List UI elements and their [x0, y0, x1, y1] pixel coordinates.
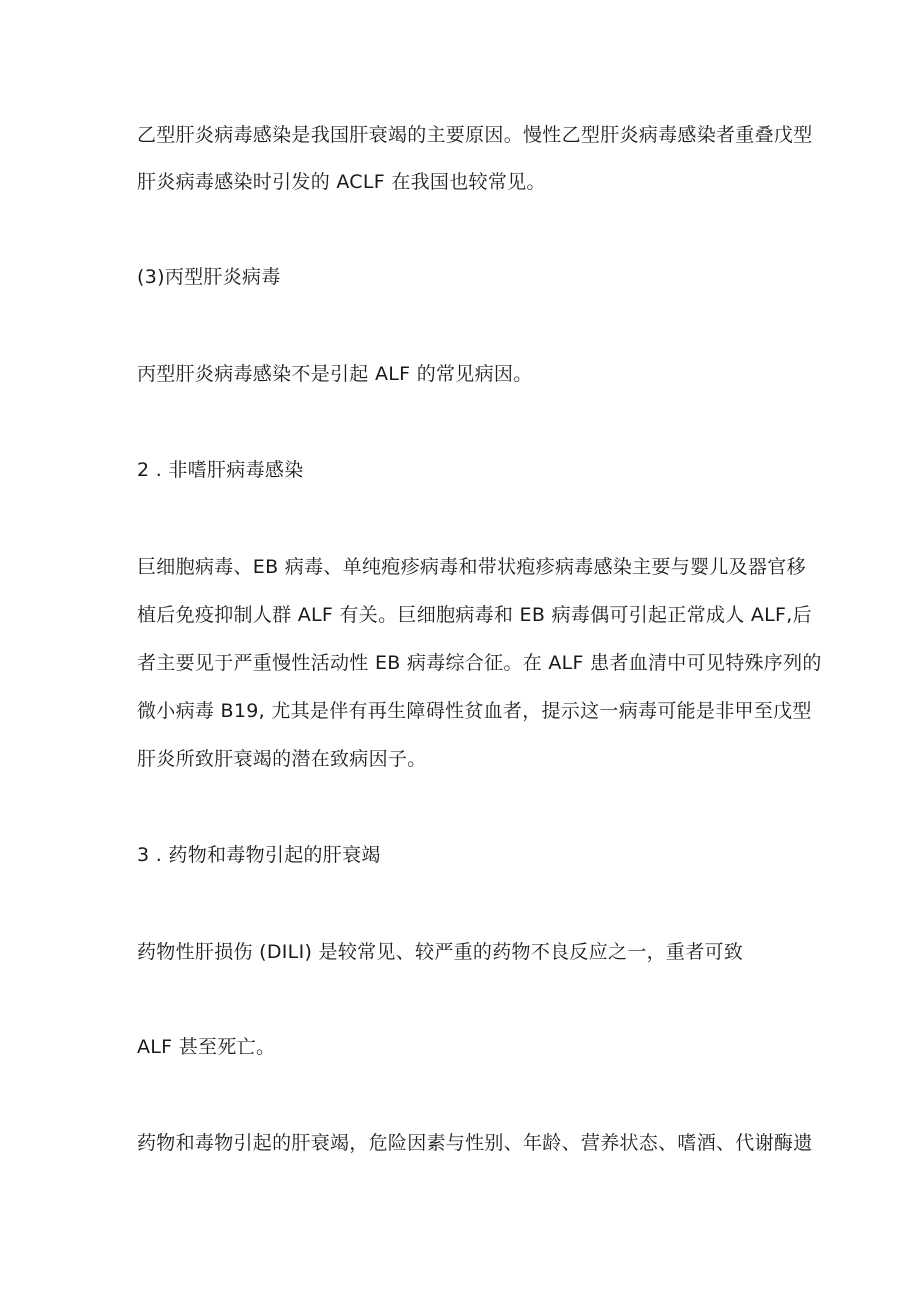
paragraph-line: 微小病毒 B19, 尤其是伴有再生障碍性贫血者，提示这一病毒可能是非甲至戊型 [137, 700, 812, 722]
section-heading: 3 . 药物和毒物引起的肝衰竭 [137, 844, 381, 866]
paragraph-line: 植后免疫抑制人群 ALF 有关。巨细胞病毒和 EB 病毒偶可引起正常成人 ALF,后 [137, 604, 812, 626]
paragraph-line: 丙型肝炎病毒感染不是引起 ALF 的常见病因。 [137, 363, 533, 385]
paragraph-line: 肝炎所致肝衰竭的潜在致病因子。 [137, 748, 427, 770]
paragraph-line: 者主要见于严重慢性活动性 EB 病毒综合征。在 ALF 患者血清中可见特殊序列的 [137, 652, 822, 674]
paragraph-line: 乙型肝炎病毒感染是我国肝衰竭的主要原因。慢性乙型肝炎病毒感染者重叠戊型 [137, 124, 813, 146]
section-heading: 2 . 非嗜肝病毒感染 [137, 459, 304, 481]
paragraph-line: 药物和毒物引起的肝衰竭，危险因素与性别、年龄、营养状态、嗜酒、代谢酶遗 [137, 1132, 813, 1154]
paragraph-line: 肝炎病毒感染时引发的 ACLF 在我国也较常见。 [137, 171, 546, 193]
paragraph-line: 巨细胞病毒、EB 病毒、单纯疱疹病毒和带状疱疹病毒感染主要与婴儿及器官移 [137, 556, 806, 578]
paragraph-line: ALF 甚至死亡。 [137, 1036, 276, 1058]
paragraph-line: 药物性肝损伤 (DILI) 是较常见、较严重的药物不良反应之一，重者可致 [137, 941, 744, 963]
section-heading: (3)丙型肝炎病毒 [137, 266, 281, 288]
